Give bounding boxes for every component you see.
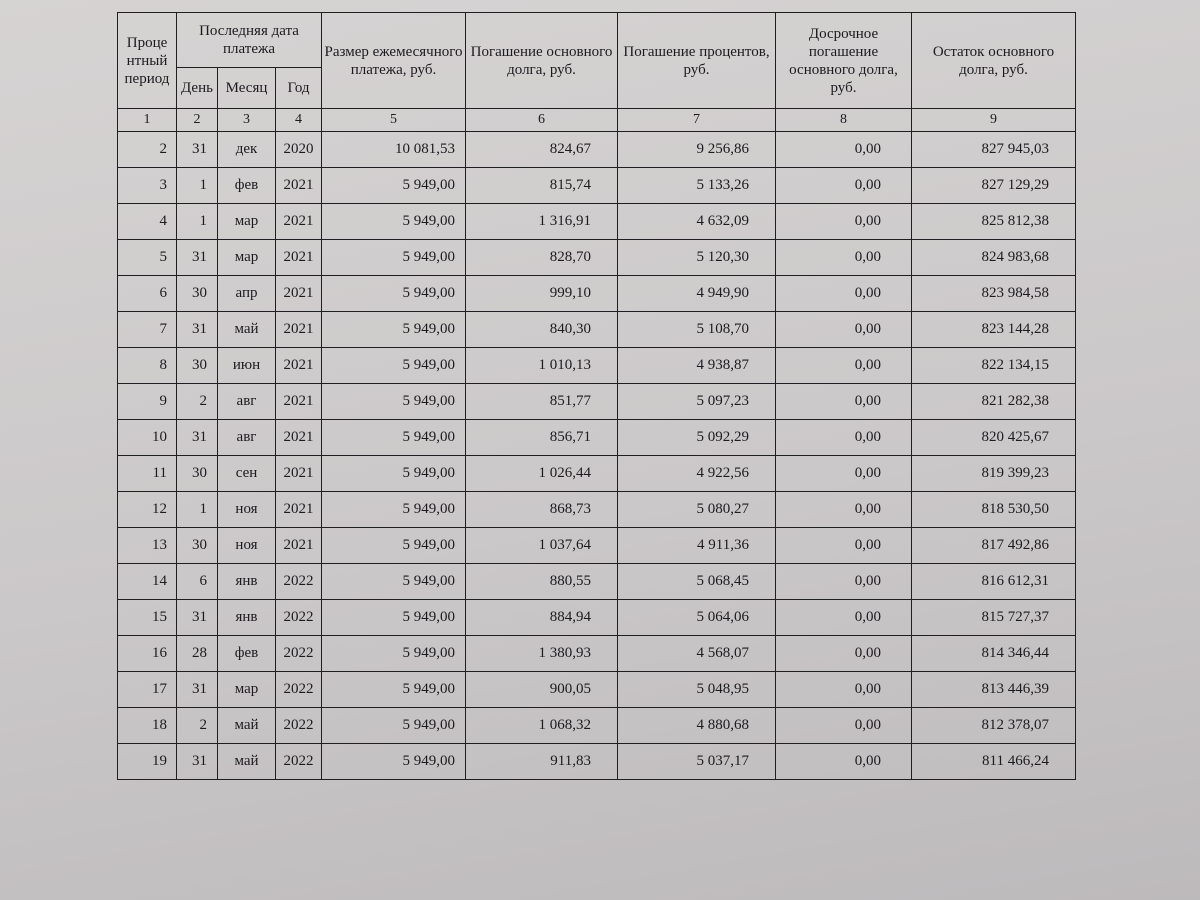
cell-principal: 884,94 (466, 600, 618, 636)
cell-year: 2021 (276, 240, 322, 276)
cell-principal: 851,77 (466, 384, 618, 420)
cell-interest: 4 922,56 (618, 456, 776, 492)
cell-early-repayment: 0,00 (776, 240, 912, 276)
cell-principal: 824,67 (466, 132, 618, 168)
cell-period: 6 (118, 276, 177, 312)
cell-month: авг (218, 420, 276, 456)
cell-period: 18 (118, 708, 177, 744)
cell-payment: 5 949,00 (322, 744, 466, 780)
cell-early-repayment: 0,00 (776, 528, 912, 564)
cell-remainder: 825 812,38 (912, 204, 1076, 240)
cell-remainder: 821 282,38 (912, 384, 1076, 420)
cell-early-repayment: 0,00 (776, 708, 912, 744)
header-last-payment-date: Последняя дата платежа (177, 13, 322, 68)
cell-principal: 1 068,32 (466, 708, 618, 744)
cell-year: 2021 (276, 168, 322, 204)
cell-principal: 856,71 (466, 420, 618, 456)
cell-day: 2 (177, 708, 218, 744)
column-number: 6 (466, 109, 618, 132)
cell-remainder: 813 446,39 (912, 672, 1076, 708)
cell-interest: 4 632,09 (618, 204, 776, 240)
cell-remainder: 827 129,29 (912, 168, 1076, 204)
table-row (118, 744, 1076, 780)
cell-interest: 5 133,26 (618, 168, 776, 204)
cell-period: 8 (118, 348, 177, 384)
cell-day: 31 (177, 744, 218, 780)
cell-month: фев (218, 636, 276, 672)
cell-interest: 4 949,90 (618, 276, 776, 312)
cell-principal: 1 037,64 (466, 528, 618, 564)
cell-payment: 5 949,00 (322, 168, 466, 204)
cell-principal: 840,30 (466, 312, 618, 348)
cell-month: сен (218, 456, 276, 492)
cell-year: 2021 (276, 456, 322, 492)
header-year: Год (276, 68, 322, 109)
column-numbers-row (118, 109, 1076, 132)
cell-remainder: 819 399,23 (912, 456, 1076, 492)
cell-year: 2022 (276, 636, 322, 672)
cell-year: 2020 (276, 132, 322, 168)
cell-month: май (218, 744, 276, 780)
cell-payment: 5 949,00 (322, 348, 466, 384)
cell-period: 3 (118, 168, 177, 204)
table-row (118, 276, 1076, 312)
header-early-repayment: Досрочное погашение основного долга, руб. (776, 13, 912, 109)
cell-principal: 828,70 (466, 240, 618, 276)
cell-remainder: 822 134,15 (912, 348, 1076, 384)
cell-interest: 5 108,70 (618, 312, 776, 348)
cell-interest: 4 938,87 (618, 348, 776, 384)
cell-early-repayment: 0,00 (776, 276, 912, 312)
cell-interest: 5 048,95 (618, 672, 776, 708)
cell-payment: 5 949,00 (322, 240, 466, 276)
cell-month: май (218, 312, 276, 348)
cell-early-repayment: 0,00 (776, 312, 912, 348)
cell-interest: 5 092,29 (618, 420, 776, 456)
cell-interest: 5 064,06 (618, 600, 776, 636)
cell-payment: 5 949,00 (322, 600, 466, 636)
cell-principal: 815,74 (466, 168, 618, 204)
cell-interest: 4 880,68 (618, 708, 776, 744)
cell-period: 5 (118, 240, 177, 276)
cell-remainder: 812 378,07 (912, 708, 1076, 744)
cell-interest: 5 068,45 (618, 564, 776, 600)
column-number: 7 (618, 109, 776, 132)
column-number: 8 (776, 109, 912, 132)
cell-interest: 5 080,27 (618, 492, 776, 528)
table-row (118, 420, 1076, 456)
table-row (118, 168, 1076, 204)
cell-principal: 1 026,44 (466, 456, 618, 492)
cell-principal: 1 380,93 (466, 636, 618, 672)
cell-remainder: 816 612,31 (912, 564, 1076, 600)
cell-early-repayment: 0,00 (776, 672, 912, 708)
cell-period: 19 (118, 744, 177, 780)
table-header (118, 13, 1076, 109)
cell-payment: 5 949,00 (322, 312, 466, 348)
cell-early-repayment: 0,00 (776, 744, 912, 780)
cell-month: янв (218, 564, 276, 600)
cell-day: 1 (177, 492, 218, 528)
cell-remainder: 824 983,68 (912, 240, 1076, 276)
cell-principal: 900,05 (466, 672, 618, 708)
cell-payment: 5 949,00 (322, 384, 466, 420)
cell-day: 2 (177, 384, 218, 420)
cell-early-repayment: 0,00 (776, 132, 912, 168)
cell-day: 31 (177, 420, 218, 456)
cell-day: 6 (177, 564, 218, 600)
cell-payment: 5 949,00 (322, 708, 466, 744)
table-row (118, 204, 1076, 240)
cell-interest: 5 037,17 (618, 744, 776, 780)
cell-period: 9 (118, 384, 177, 420)
table-row (118, 348, 1076, 384)
cell-day: 30 (177, 528, 218, 564)
table-row (118, 384, 1076, 420)
cell-month: фев (218, 168, 276, 204)
cell-interest: 9 256,86 (618, 132, 776, 168)
cell-day: 31 (177, 312, 218, 348)
cell-year: 2022 (276, 600, 322, 636)
table-row (118, 132, 1076, 168)
table-body (118, 109, 1076, 780)
column-number: 5 (322, 109, 466, 132)
cell-early-repayment: 0,00 (776, 420, 912, 456)
cell-payment: 5 949,00 (322, 672, 466, 708)
cell-day: 30 (177, 348, 218, 384)
cell-payment: 5 949,00 (322, 276, 466, 312)
table-row (118, 312, 1076, 348)
cell-period: 17 (118, 672, 177, 708)
cell-day: 31 (177, 240, 218, 276)
cell-payment: 5 949,00 (322, 420, 466, 456)
cell-interest: 5 120,30 (618, 240, 776, 276)
cell-payment: 5 949,00 (322, 456, 466, 492)
cell-period: 13 (118, 528, 177, 564)
cell-month: мар (218, 240, 276, 276)
table-row (118, 708, 1076, 744)
cell-month: мар (218, 672, 276, 708)
cell-day: 28 (177, 636, 218, 672)
header-day: День (177, 68, 218, 109)
header-principal-repayment: Погашение основного долга, руб. (466, 13, 618, 109)
cell-interest: 4 911,36 (618, 528, 776, 564)
cell-payment: 5 949,00 (322, 204, 466, 240)
cell-year: 2021 (276, 420, 322, 456)
table-row (118, 636, 1076, 672)
header-payment-size: Размер ежемесячного платежа, руб. (322, 13, 466, 109)
cell-remainder: 827 945,03 (912, 132, 1076, 168)
cell-remainder: 811 466,24 (912, 744, 1076, 780)
cell-year: 2021 (276, 528, 322, 564)
cell-year: 2021 (276, 348, 322, 384)
cell-day: 1 (177, 204, 218, 240)
column-number: 3 (218, 109, 276, 132)
cell-day: 30 (177, 276, 218, 312)
cell-period: 16 (118, 636, 177, 672)
cell-month: май (218, 708, 276, 744)
cell-principal: 880,55 (466, 564, 618, 600)
cell-early-repayment: 0,00 (776, 384, 912, 420)
cell-early-repayment: 0,00 (776, 564, 912, 600)
header-interest-repayment: Погашение процентов, руб. (618, 13, 776, 109)
table-row (118, 528, 1076, 564)
cell-payment: 5 949,00 (322, 636, 466, 672)
cell-early-repayment: 0,00 (776, 636, 912, 672)
cell-month: июн (218, 348, 276, 384)
cell-month: янв (218, 600, 276, 636)
column-number: 4 (276, 109, 322, 132)
cell-day: 1 (177, 168, 218, 204)
cell-day: 31 (177, 132, 218, 168)
cell-payment: 10 081,53 (322, 132, 466, 168)
cell-year: 2021 (276, 312, 322, 348)
cell-year: 2022 (276, 708, 322, 744)
cell-payment: 5 949,00 (322, 492, 466, 528)
cell-interest: 5 097,23 (618, 384, 776, 420)
cell-month: дек (218, 132, 276, 168)
cell-month: апр (218, 276, 276, 312)
cell-year: 2021 (276, 492, 322, 528)
cell-month: авг (218, 384, 276, 420)
column-number: 1 (118, 109, 177, 132)
cell-principal: 868,73 (466, 492, 618, 528)
cell-period: 15 (118, 600, 177, 636)
cell-early-repayment: 0,00 (776, 456, 912, 492)
cell-period: 2 (118, 132, 177, 168)
cell-early-repayment: 0,00 (776, 168, 912, 204)
cell-remainder: 817 492,86 (912, 528, 1076, 564)
cell-principal: 1 316,91 (466, 204, 618, 240)
cell-year: 2022 (276, 564, 322, 600)
table-row (118, 456, 1076, 492)
cell-day: 31 (177, 672, 218, 708)
cell-period: 11 (118, 456, 177, 492)
column-number: 2 (177, 109, 218, 132)
cell-period: 10 (118, 420, 177, 456)
cell-principal: 1 010,13 (466, 348, 618, 384)
table-row (118, 672, 1076, 708)
cell-month: ноя (218, 492, 276, 528)
header-principal-remainder: Остаток основного долга, руб. (912, 13, 1076, 109)
cell-year: 2022 (276, 672, 322, 708)
cell-day: 31 (177, 600, 218, 636)
cell-period: 4 (118, 204, 177, 240)
cell-early-repayment: 0,00 (776, 492, 912, 528)
cell-principal: 999,10 (466, 276, 618, 312)
cell-remainder: 823 144,28 (912, 312, 1076, 348)
cell-year: 2021 (276, 276, 322, 312)
cell-year: 2022 (276, 744, 322, 780)
cell-day: 30 (177, 456, 218, 492)
cell-month: мар (218, 204, 276, 240)
table-row (118, 564, 1076, 600)
cell-interest: 4 568,07 (618, 636, 776, 672)
cell-principal: 911,83 (466, 744, 618, 780)
cell-period: 7 (118, 312, 177, 348)
cell-payment: 5 949,00 (322, 564, 466, 600)
cell-period: 14 (118, 564, 177, 600)
column-number: 9 (912, 109, 1076, 132)
cell-remainder: 814 346,44 (912, 636, 1076, 672)
header-period: Проце нтный период (118, 13, 177, 109)
cell-remainder: 818 530,50 (912, 492, 1076, 528)
table-row (118, 600, 1076, 636)
cell-early-repayment: 0,00 (776, 600, 912, 636)
table-row (118, 240, 1076, 276)
table-row (118, 492, 1076, 528)
cell-remainder: 820 425,67 (912, 420, 1076, 456)
cell-payment: 5 949,00 (322, 528, 466, 564)
cell-period: 12 (118, 492, 177, 528)
cell-year: 2021 (276, 384, 322, 420)
header-month: Месяц (218, 68, 276, 109)
cell-remainder: 823 984,58 (912, 276, 1076, 312)
payment-schedule-table (117, 12, 1076, 780)
cell-early-repayment: 0,00 (776, 204, 912, 240)
cell-early-repayment: 0,00 (776, 348, 912, 384)
cell-year: 2021 (276, 204, 322, 240)
cell-remainder: 815 727,37 (912, 600, 1076, 636)
cell-month: ноя (218, 528, 276, 564)
